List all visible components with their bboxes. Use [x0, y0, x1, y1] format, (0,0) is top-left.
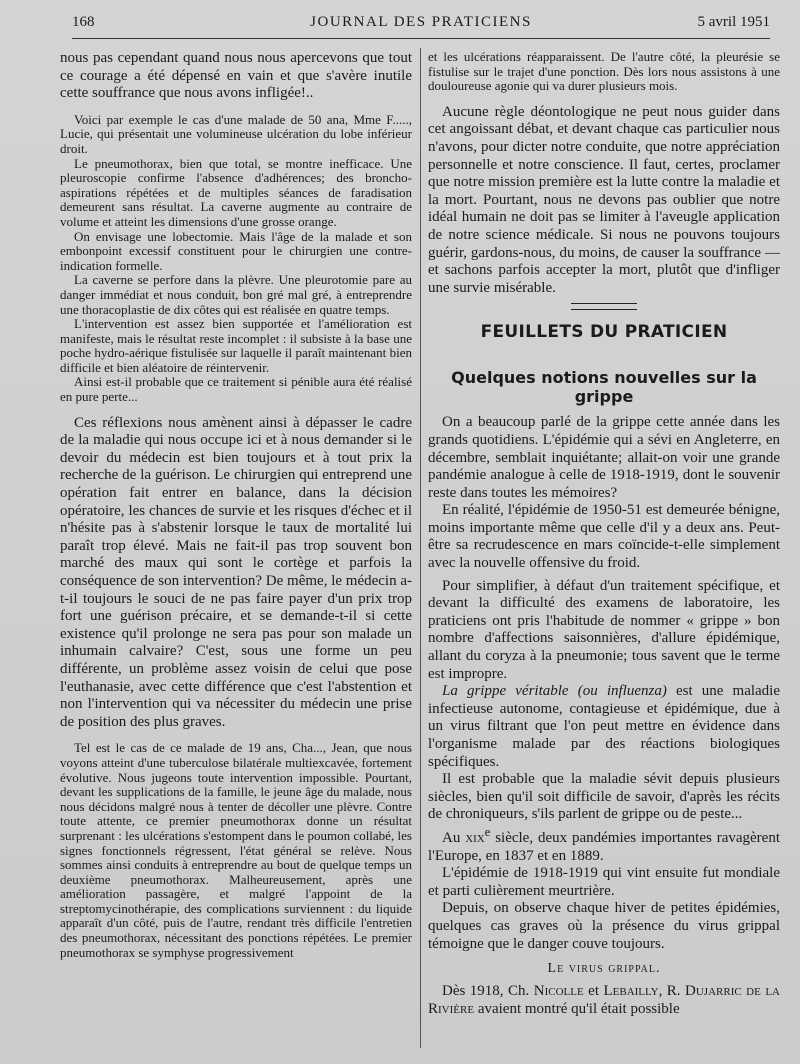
- header-rule: [72, 38, 770, 39]
- right-column: [428, 50, 780, 1018]
- paragraph: On envisage une lobectomie. Mais l'âge de la malade et son embonpoint excessif constituent pour le chirurgien une contre-indication formelle.: [60, 228, 412, 273]
- paragraph: On a beaucoup parlé de la grippe cette année dans les grands quotidiens. L'épidémie qui a sévi en Angleterre, en décembre, semblait inquiétante; allait-on voir une grande pandémie analogue à celle de 1918-1919, dont le souvenir reste dans toutes les mémoires?: [428, 414, 780, 501]
- page-header: [72, 14, 770, 38]
- paragraph: nous pas cependant quand nous nous apercevons que tout ce courage a été dépensé en vain et que s'avère inutile cette souffrance que nous avons infligée!..: [60, 50, 412, 102]
- page-number: 168: [72, 14, 95, 30]
- paragraph: Dès 1918, Ch. Nicolle et Lebailly, R. Dujarric de la Rivière avaient montré qu'il était possible: [428, 983, 780, 1017]
- paragraph: Aucune règle déontologique ne peut nous guider dans cet angoissant débat, et devant chaque cas particulier nous n'avons, pour dicter notre conduite, que notre appréciation personnelle et notre conscience. Il faut, certes, proclamer que notre mission première est la lutte contre la maladie et la mort. Pourtant, nous ne devons pas oublier que notre idéal humain ne doit pas se limiter à l'aveugle application de notre science médicale. Si nous ne pouvons toujours guérir, gardons-nous, du moins, de causer la souffrance — et sachons parfois accepter la mort, plutôt que d'infliger une survie misérable.: [428, 103, 780, 296]
- paragraph: Voici par exemple le cas d'une malade de 50 ana, Mme F....., Lucie, qui présentait une volumineuse ulcération du lobe inférieur droit.: [60, 111, 412, 156]
- paragraph: Tel est le cas de ce malade de 19 ans, Cha..., Jean, que nous voyons atteint d'une tuberculose bilatérale multiexcavée, fortement évolutive. Nous jugeons toute intervention impossible. Pourtant, devant les supplications de la famille, le jeune âge du malade, nous nous décidons malgré nous à tenter de décoller une plèvre. Contre toute attente, ce premier pneumothorax donne un résultat surprenant : les ulcérations s'estompent dans le poumon collabé, les signes fonctionnels régressent, l'état général se relève. Nous sommes ainsi conduits à entreprendre au bout de quelque temps un deuxième pneumothorax. Malheureusement, après une amélioration passagère, et malgré l'appoint de la streptomycinothérapie, des complications surviennent : du liquide apparaît d'un côté, puis de l'autre, rendant très difficile l'entretien des pneumothorax, nécessitant des ponctions répétées. Le premier pneumothorax se symphyse progressivement: [60, 740, 412, 960]
- section-title: FEUILLETS DU PRATICIEN: [480, 322, 728, 343]
- paragraph: L'épidémie de 1918-1919 qui vint ensuite fut mondiale et parti culièrement meurtrière.: [428, 865, 780, 899]
- subheading: Le virus grippal.: [547, 961, 661, 977]
- journal-title: JOURNAL DES PRATICIENS: [310, 14, 532, 30]
- section-divider: [571, 303, 637, 310]
- paragraph: L'intervention est assez bien supportée et l'amélioration est manifeste, mais le résultat reste incomplet : il subsiste à la base une poche hydro-aérique fistulisée sur laquelle il paraît maintenant bien difficile et bien aléatoire de réintervenir.: [60, 316, 412, 375]
- paragraph: En réalité, l'épidémie de 1950-51 est demeurée bénigne, moins importante même que celle d'il y a deux ans. Peut-être sa recrudescence en mars coïncide-t-elle simplement avec la nouvelle offensive du froid.: [428, 502, 780, 572]
- paragraph: La grippe véritable (ou influenza) est une maladie infectieuse autonome, contagieuse et épidémique, due à un virus filtrant que l'on peut mettre en évidence dans l'organisme malade par des réactions biologiques spécifiques.: [428, 683, 781, 770]
- issue-date: 5 avril 1951: [697, 14, 770, 30]
- paragraph: et les ulcérations réapparaissent. De l'autre côté, la pleurésie se fistulise sur le trajet d'une ponction. Dès lors nous assistons à une douloureuse agonie qui va durer plusieurs mois.: [428, 49, 780, 94]
- article-title: Quelques notions nouvelles sur la grippe: [451, 368, 757, 407]
- paragraph: La caverne se perfore dans la plèvre. Une pleurotomie pare au danger immédiat et nous conduit, bon gré mal gré, à entreprendre une thoracoplastie de dix côtes qui est réalisée en quatre temps.: [60, 272, 412, 317]
- paragraph: Il est probable que la maladie sévit depuis plusieurs siècles, bien qu'il soit difficile de savoir, d'après les récits de chroniqueurs, s'ils parlent de grippe ou de peste...: [428, 771, 780, 823]
- paragraph: Le pneumothorax, bien que total, se montre inefficace. Une pleuroscopie confirme l'absence d'adhérences; des broncho-aspirations répétées et de multiples séances de faradisation demeurent sans résultat. La caverne augmente au contraire de volume et atteint les dimensions d'une grosse orange.: [60, 155, 412, 229]
- left-column: [60, 50, 412, 960]
- paragraph: Au xix$^e$ siècle, deux pandémies importantes ravagèrent l'Europe, en 1837 et en 1889.: [428, 824, 780, 864]
- paragraph: Depuis, on observe chaque hiver de petites épidémies, quelques cas graves où la présence du virus grippal témoigne que le danger couve toujours.: [428, 900, 780, 952]
- italic-term: La grippe véritable (ou influenza): [442, 683, 667, 700]
- column-divider: [420, 48, 421, 1048]
- paragraph: Ainsi est-il probable que ce traitement si pénible aura été réalisé en pure perte...: [60, 374, 412, 405]
- paragraph: Pour simplifier, à défaut d'un traitement spécifique, et devant la difficulté des examens de laboratoire, les praticiens ont pris l'habitude de nommer « grippe » bon nombre d'affections saisonnières, d'allure épidémique, allant du coryza à la pneumonie; tous savent que le terme est impropre.: [428, 577, 780, 682]
- paragraph: Ces réflexions nous amènent ainsi à dépasser le cadre de la maladie qui nous occupe ici et à nous demander si le devoir du médecin est bien toujours et à tout prix la recherche de la guérison. Le chirurgien qui entreprend une opération fait entrer en balance, dans la décision opératoire, les chances de survie et les risques d'échec et il n'hésite pas à s'abstenir lorsque le taux de mortalité lui paraît trop élevé. Mais ne fait-il pas trop souvent bon marché des maux qui sont le cortège et parfois la conséquence de son intervention? De même, le médecin a-t-il toujours le souci de ne pas faire payer d'un prix trop fort une guérison précaire, et se demande-t-il si cette existence qu'il prolonge ne sera pas pour son malade un inhumain calvaire? C'est, sous une forme un peu différente, un problème assez voisin de celui que pose l'euthanasie, avec cette différence que c'est l'abstention et non l'intervention qui va nécessiter du médecin une prise de position des plus graves.: [60, 414, 412, 730]
